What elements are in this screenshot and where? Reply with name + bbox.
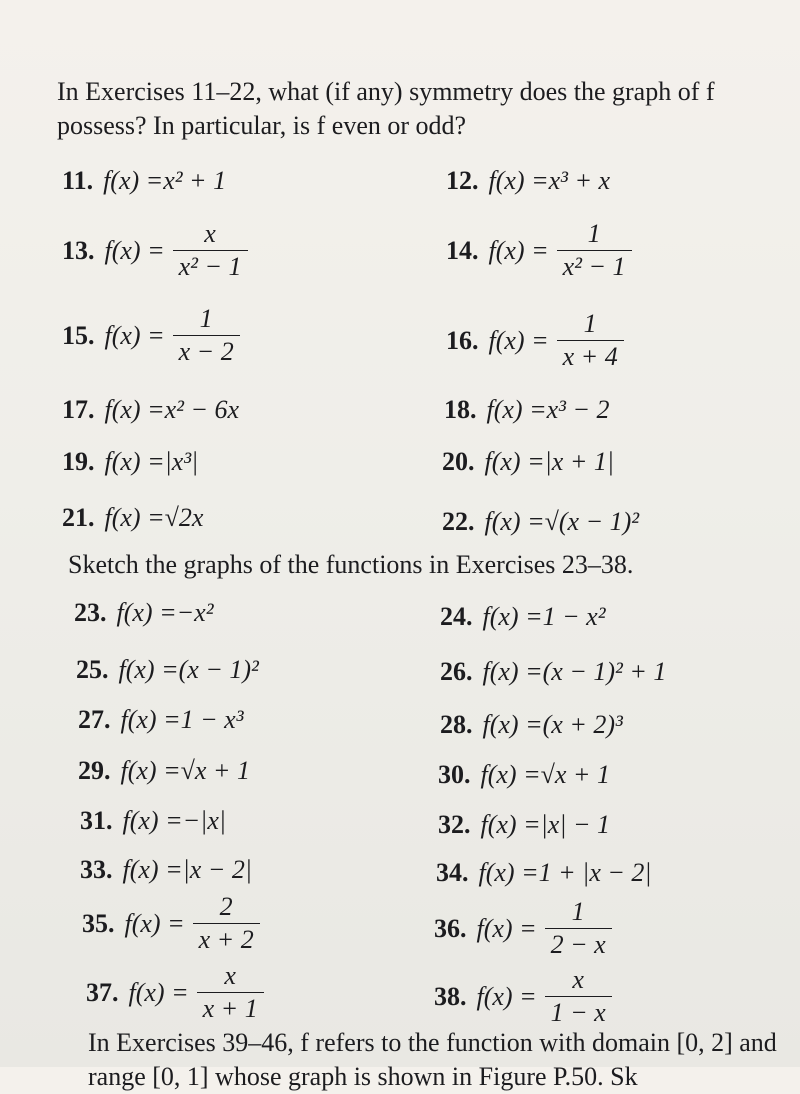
exercise-number: 36.	[434, 913, 467, 943]
exercise-number: 19.	[62, 447, 95, 476]
fraction	[545, 898, 612, 959]
function-lhs: f(x) =	[482, 710, 543, 739]
fraction	[557, 310, 624, 371]
instruction-line: Sketch the graphs of the functions in Exercises 23–38.	[68, 550, 634, 579]
function-rhs: (x − 1)²	[178, 655, 259, 684]
exercise-number: 21.	[62, 503, 95, 532]
exercise-number: 27.	[78, 705, 111, 734]
exercise-25	[76, 655, 259, 685]
exercise-29	[78, 756, 250, 786]
numerator: 1	[583, 309, 597, 338]
exercise-number: 33.	[80, 855, 113, 884]
function-lhs: f(x) =	[103, 166, 164, 195]
exercise-number: 12.	[446, 166, 479, 195]
function-lhs: f(x) =	[480, 760, 541, 789]
exercise-17	[62, 395, 239, 425]
exercise-number: 22.	[442, 507, 475, 536]
exercise-16	[446, 310, 624, 371]
function-rhs: |x| − 1	[540, 810, 611, 839]
function-lhs: f(x) =	[124, 908, 185, 938]
exercise-13	[62, 220, 248, 281]
exercise-21	[62, 503, 203, 533]
exercise-number: 11.	[62, 166, 94, 195]
numerator: x	[204, 219, 216, 248]
function-rhs: √x + 1	[540, 760, 610, 789]
numerator: x	[224, 961, 236, 990]
exercise-36	[434, 898, 612, 959]
instruction-line: In Exercises 11–22, what (if any) symmetry does the graph of f	[57, 77, 715, 106]
exercise-number: 16.	[446, 325, 479, 355]
numerator: 1	[587, 219, 601, 248]
exercise-number: 32.	[438, 810, 471, 839]
exercise-15	[62, 305, 240, 366]
exercise-number: 37.	[86, 977, 119, 1007]
function-lhs: f(x) =	[482, 657, 543, 686]
fraction	[545, 966, 612, 1027]
instruction-line: In Exercises 39–46, f refers to the function with domain [0, 2] and	[88, 1028, 777, 1057]
exercise-37	[86, 962, 264, 1023]
numerator: 2	[219, 892, 233, 921]
exercise-number: 38.	[434, 981, 467, 1011]
numerator: x	[572, 965, 584, 994]
function-rhs: (x − 1)² + 1	[542, 657, 667, 686]
fraction	[193, 893, 260, 954]
exercise-number: 23.	[74, 598, 107, 627]
function-lhs: f(x) =	[120, 705, 181, 734]
exercise-26	[440, 657, 666, 687]
function-rhs: x³ − 2	[546, 395, 610, 424]
denominator: x + 4	[557, 340, 624, 371]
exercise-30	[438, 760, 610, 790]
function-rhs: x² − 6x	[164, 395, 240, 424]
function-rhs: |x − 2|	[182, 855, 253, 884]
exercise-23	[74, 598, 214, 628]
function-rhs: √x + 1	[180, 756, 250, 785]
function-rhs: √(x − 1)²	[544, 507, 640, 536]
function-lhs: f(x) =	[104, 395, 165, 424]
exercise-number: 26.	[440, 657, 473, 686]
exercise-11	[62, 166, 226, 196]
instruction-figure	[88, 1026, 777, 1094]
function-lhs: f(x) =	[476, 913, 537, 943]
exercise-number: 31.	[80, 806, 113, 835]
exercise-14	[446, 220, 632, 281]
function-rhs: |x³|	[164, 447, 199, 476]
fraction	[173, 305, 240, 366]
denominator: x − 2	[173, 335, 240, 366]
exercise-24	[440, 602, 606, 632]
function-lhs: f(x) =	[128, 977, 189, 1007]
instruction-sketch	[68, 548, 633, 582]
function-rhs: (x + 2)³	[542, 710, 623, 739]
function-lhs: f(x) =	[484, 447, 545, 476]
function-lhs: f(x) =	[478, 858, 539, 887]
instruction-line: range [0, 1] whose graph is shown in Figure P.50. Sk	[88, 1062, 638, 1091]
denominator: x + 2	[193, 923, 260, 954]
function-rhs: 1 − x²	[542, 602, 606, 631]
function-lhs: f(x) =	[118, 655, 179, 684]
exercise-number: 17.	[62, 395, 95, 424]
instruction-symmetry	[57, 75, 715, 143]
function-lhs: f(x) =	[486, 395, 547, 424]
exercise-38	[434, 966, 612, 1027]
exercise-number: 28.	[440, 710, 473, 739]
exercise-number: 18.	[444, 395, 477, 424]
exercise-number: 35.	[82, 908, 115, 938]
function-lhs: f(x) =	[104, 320, 165, 350]
function-rhs: 1 + |x − 2|	[538, 858, 652, 887]
exercise-number: 13.	[62, 235, 95, 265]
function-lhs: f(x) =	[488, 325, 549, 355]
function-lhs: f(x) =	[484, 507, 545, 536]
function-lhs: f(x) =	[104, 235, 165, 265]
exercise-number: 34.	[436, 858, 469, 887]
fraction	[557, 220, 632, 281]
exercise-28	[440, 710, 623, 740]
exercise-19	[62, 447, 198, 477]
function-lhs: f(x) =	[122, 806, 183, 835]
exercise-33	[80, 855, 252, 885]
function-lhs: f(x) =	[488, 235, 549, 265]
function-lhs: f(x) =	[104, 447, 165, 476]
function-rhs: −x²	[176, 598, 214, 627]
function-rhs: |x + 1|	[544, 447, 615, 476]
exercise-number: 24.	[440, 602, 473, 631]
exercise-32	[438, 810, 610, 840]
exercise-number: 25.	[76, 655, 109, 684]
exercise-20	[442, 447, 614, 477]
numerator: 1	[199, 304, 213, 333]
function-lhs: f(x) =	[104, 503, 165, 532]
function-rhs: √2x	[164, 503, 204, 532]
function-rhs: 1 − x³	[180, 705, 244, 734]
function-lhs: f(x) =	[120, 756, 181, 785]
fraction	[173, 220, 248, 281]
numerator: 1	[571, 897, 585, 926]
function-rhs: x³ + x	[548, 166, 611, 195]
exercise-35	[82, 893, 260, 954]
function-lhs: f(x) =	[476, 981, 537, 1011]
denominator: x + 1	[197, 992, 264, 1023]
function-lhs: f(x) =	[488, 166, 549, 195]
function-lhs: f(x) =	[116, 598, 177, 627]
exercise-34	[436, 858, 652, 888]
exercise-number: 15.	[62, 320, 95, 350]
exercise-number: 30.	[438, 760, 471, 789]
exercise-27	[78, 705, 244, 735]
exercise-number: 20.	[442, 447, 475, 476]
denominator: x² − 1	[173, 250, 248, 281]
function-lhs: f(x) =	[122, 855, 183, 884]
exercise-number: 29.	[78, 756, 111, 785]
function-rhs: x² + 1	[163, 166, 227, 195]
function-lhs: f(x) =	[480, 810, 541, 839]
function-rhs: −|x|	[182, 806, 227, 835]
denominator: 2 − x	[545, 928, 612, 959]
exercise-22	[442, 507, 639, 537]
instruction-line: possess? In particular, is f even or odd?	[57, 111, 467, 140]
exercise-12	[446, 166, 610, 196]
denominator: x² − 1	[557, 250, 632, 281]
exercise-31	[80, 806, 226, 836]
denominator: 1 − x	[545, 996, 612, 1027]
fraction	[197, 962, 264, 1023]
exercise-18	[444, 395, 610, 425]
exercise-number: 14.	[446, 235, 479, 265]
function-lhs: f(x) =	[482, 602, 543, 631]
